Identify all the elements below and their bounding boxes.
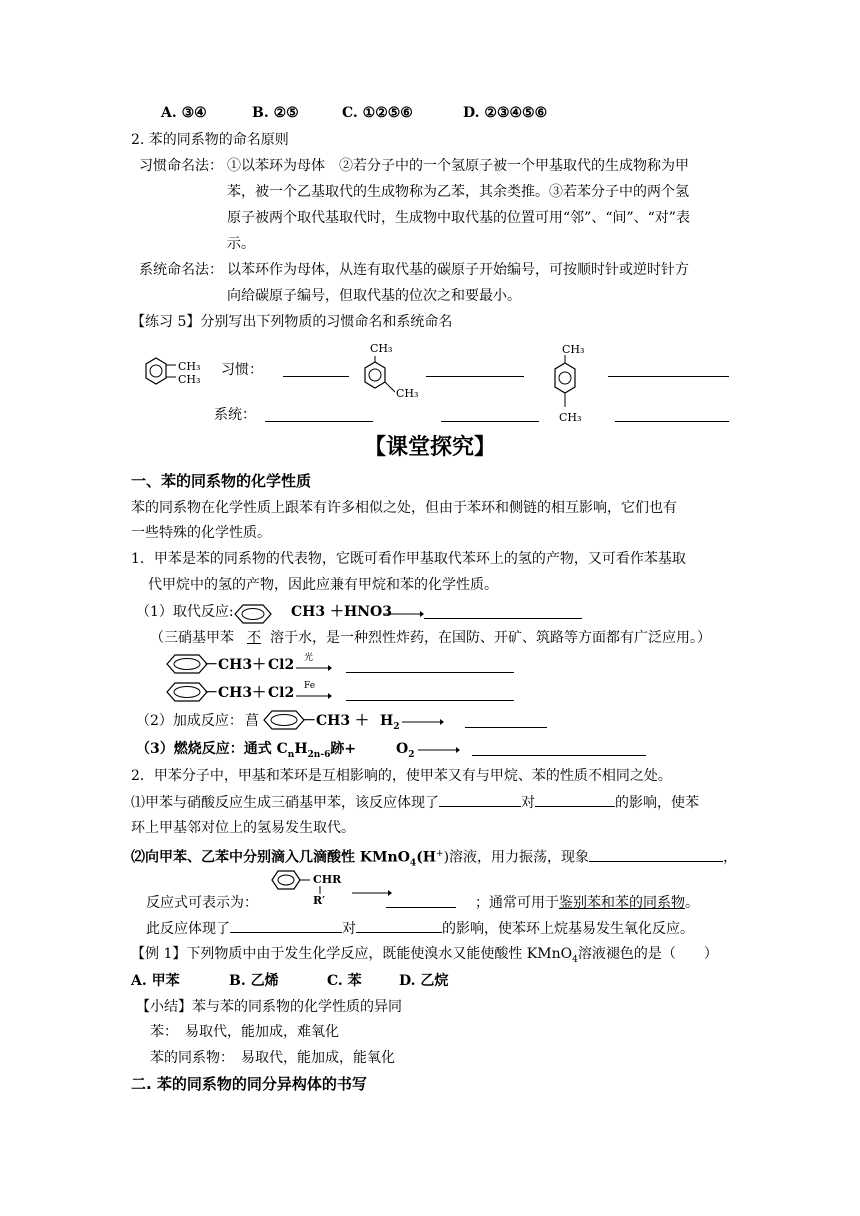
condition-fe: Fe	[304, 681, 316, 691]
m-xylene-ch3-side: CH₃	[396, 387, 419, 400]
class-explore-heading: 【课堂探究】	[364, 435, 497, 460]
o-xylene-ch3-bottom: CH₃	[178, 373, 201, 386]
arrow-icon	[384, 609, 424, 619]
habit-line-2: 苯，被一个乙基取代的生成物称为乙苯，其余类推。③若苯分子中的两个氢	[227, 184, 689, 200]
part1-intro-1: 苯的同系物在化学性质上跟苯有许多相似之处，但由于苯环和侧链的相互影响，它们也有	[131, 500, 677, 516]
p2-title: 2．甲苯分子中，甲基和苯环是互相影响的，使甲苯又有与甲烷、苯的性质不相同之处。	[131, 768, 672, 784]
arrow-combustion-icon	[418, 745, 460, 755]
combustion-pre: （3）燃烧反应：通式 C	[136, 741, 288, 757]
example1-option-a: A. 甲苯	[131, 973, 180, 989]
o2	[396, 739, 414, 765]
summary-benzene: 苯： 易取代，能加成，难氧化	[150, 1024, 339, 1040]
p2-b-mid: (H	[416, 849, 437, 866]
naming-title: 2. 苯的同系物的命名原则	[131, 132, 289, 148]
benzene-ring-icon	[233, 604, 273, 626]
part1-p1-line2: 代甲烷中的氢的产物，因此应兼有甲烷和苯的化学性质。	[148, 577, 498, 593]
reflect-blank-1[interactable]	[230, 918, 342, 933]
reflect-blank-2[interactable]	[356, 918, 442, 933]
system-naming-label: 系统命名法：	[139, 262, 223, 278]
arrow-fe-icon	[296, 691, 332, 701]
usage-line	[475, 893, 699, 913]
usage-pre: ；通常可用于	[475, 895, 559, 911]
system-blank-3[interactable]	[615, 407, 729, 422]
summary-title: 【小结】苯与苯的同系物的化学性质的异同	[136, 999, 402, 1015]
combustion-h: H	[294, 741, 308, 757]
p-xylene-ch3-top: CH₃	[562, 343, 585, 356]
ch3-plus-1: －CH3＋	[204, 657, 267, 673]
part1-intro-2: 一些特殊的化学性质。	[131, 525, 271, 541]
tnt-note-post: 溶于水，是一种烈性炸药，在国防、开矿、筑路等方面都有广泛应用。）	[270, 630, 711, 646]
m-xylene-structure	[361, 358, 401, 398]
combustion-2n6: 2n-6	[307, 749, 331, 760]
habit-line-1: ①以苯环为母体 ②若分子中的一个氢原子被一个甲基取代的生成物称为甲	[227, 158, 689, 174]
o2-sub: 2	[408, 749, 415, 760]
example1-option-c: C. 苯	[327, 973, 362, 989]
ch3-plus-addition: －CH3 ＋	[302, 713, 369, 729]
cl2-2: Cl2	[268, 685, 295, 701]
reaction-expr-label: 反应式可表示为：	[146, 895, 258, 911]
p2-b-end: ，	[723, 849, 738, 866]
h2-sub: 2	[393, 721, 400, 732]
p2-a-blank-2[interactable]	[535, 792, 615, 807]
combustion-n: n	[287, 749, 295, 760]
o-xylene-ch3-top: CH₃	[178, 360, 201, 373]
p-xylene-structure	[553, 355, 583, 415]
p2-a-pre: ⑴甲苯与硝酸反应生成三硝基甲苯，该反应体现了	[131, 795, 439, 811]
p2-a-mid: 对	[521, 795, 535, 811]
substitution-product-blank[interactable]	[424, 604, 582, 619]
usage-end: 。	[685, 895, 699, 911]
cl2-1: Cl2	[268, 657, 295, 673]
m-xylene-ch3-top: CH₃	[370, 342, 393, 355]
p2-b-sub: 4	[409, 858, 417, 869]
combustion-line	[136, 739, 356, 765]
example1-pre: 【例 1】下列物质中由于发生化学反应，既能使溴水又能使酸性 KMnO	[131, 946, 573, 962]
p2-a-post: 的影响，使苯	[615, 795, 699, 811]
substitution-label: （1）取代反应:	[136, 604, 234, 620]
habit-blank-1[interactable]	[283, 362, 349, 377]
p2-b-pre: ⑵向甲苯、乙苯中分别滴入几滴酸性 KMnO	[131, 849, 410, 866]
usage-underlined: 鉴别苯和苯的同系物	[559, 895, 685, 911]
ch3-hno3: CH3 ＋HNO3	[291, 604, 392, 620]
exercise5-title: 【练习 5】分别写出下列物质的习惯命名和系统命名	[131, 314, 453, 330]
habit-naming-label: 习惯命名法：	[139, 158, 223, 174]
p2-a-blank-1[interactable]	[439, 792, 521, 807]
system-blank-2[interactable]	[441, 407, 539, 422]
part1-p1-line1: 1．甲苯是苯的同系物的代表物，它既可看作甲基取代苯环上的氢的产物，又可看作苯基取	[131, 551, 686, 567]
reflect-line	[146, 918, 694, 939]
combustion-blank[interactable]	[472, 741, 646, 756]
chlorination-fe-blank[interactable]	[346, 686, 514, 701]
phenomenon-blank[interactable]	[589, 847, 723, 862]
system-blank-1[interactable]	[265, 407, 373, 422]
p2-a-line2: 环上甲基邻对位上的氢易发生取代。	[131, 820, 355, 836]
option-c: C. ①②⑤⑥	[342, 105, 413, 121]
summary-homologs: 苯的同系物： 易取代，能加成，能氧化	[150, 1050, 395, 1066]
habit-blank-2[interactable]	[426, 362, 524, 377]
system-line-1: 以苯环作为母体，从连有取代基的碳原子开始编号，可按顺时针或逆时针方	[227, 262, 689, 278]
p-xylene-ch3-bottom: CH₃	[559, 411, 582, 424]
example1-option-b: B. 乙烯	[229, 973, 279, 989]
chr-label: CHR	[313, 873, 342, 886]
arrow-light-icon	[296, 663, 332, 673]
arrow-addition-icon	[402, 717, 444, 727]
oxidation-product-blank[interactable]	[386, 893, 456, 908]
addition-product-blank[interactable]	[465, 713, 547, 728]
p2-b-post: )溶液，用力振荡，现象	[443, 849, 590, 866]
habit-label: 习惯：	[221, 362, 263, 378]
reflect-pre: 此反应体现了	[146, 921, 230, 937]
part2-title: 二. 苯的同系物的同分异构体的书写	[131, 1075, 367, 1093]
ch3-plus-2: －CH3＋	[204, 685, 267, 701]
reflect-post: 的影响，使苯环上烷基易发生氧化反应。	[442, 921, 694, 937]
option-d: D. ②③④⑤⑥	[463, 105, 548, 121]
r-prime-label: R′	[313, 894, 326, 907]
system-label: 系统：	[214, 407, 256, 423]
part1-title: 一、苯的同系物的化学性质	[131, 472, 312, 490]
example1-post: 溶液褪色的是（ ）	[577, 946, 718, 962]
chlorination-light-blank[interactable]	[346, 658, 514, 673]
example1-title	[131, 944, 718, 970]
habit-line-3: 原子被两个取代基取代时，生成物中取代基的位置可用“邻”、“间”、“对”表	[227, 210, 690, 226]
tnt-note-not: 不	[247, 630, 261, 646]
addition-mark: 菖	[245, 713, 259, 729]
h2-h: H	[380, 713, 394, 729]
h2	[380, 711, 400, 737]
example1-option-d: D. 乙烷	[399, 973, 449, 989]
o2-o: O	[396, 741, 409, 757]
example1-sub: 4	[572, 954, 578, 965]
p2-a-line1	[131, 792, 699, 813]
p2-b-sup: +	[436, 849, 444, 859]
p2-b-line1	[131, 844, 737, 873]
system-line-2: 向给碳原子编号，但取代基的位次之和要最小。	[227, 288, 521, 304]
habit-line-4: 示。	[227, 236, 255, 252]
tnt-note-pre: （三硝基甲苯	[150, 630, 234, 646]
habit-blank-3[interactable]	[608, 362, 729, 377]
option-b: B. ②⑤	[252, 105, 299, 121]
option-a: A. ③④	[161, 105, 207, 121]
reflect-mid: 对	[342, 921, 356, 937]
addition-label: （2）加成反应：	[136, 713, 243, 729]
condition-light: 光	[304, 653, 314, 663]
combustion-post: 跡+	[330, 741, 357, 757]
